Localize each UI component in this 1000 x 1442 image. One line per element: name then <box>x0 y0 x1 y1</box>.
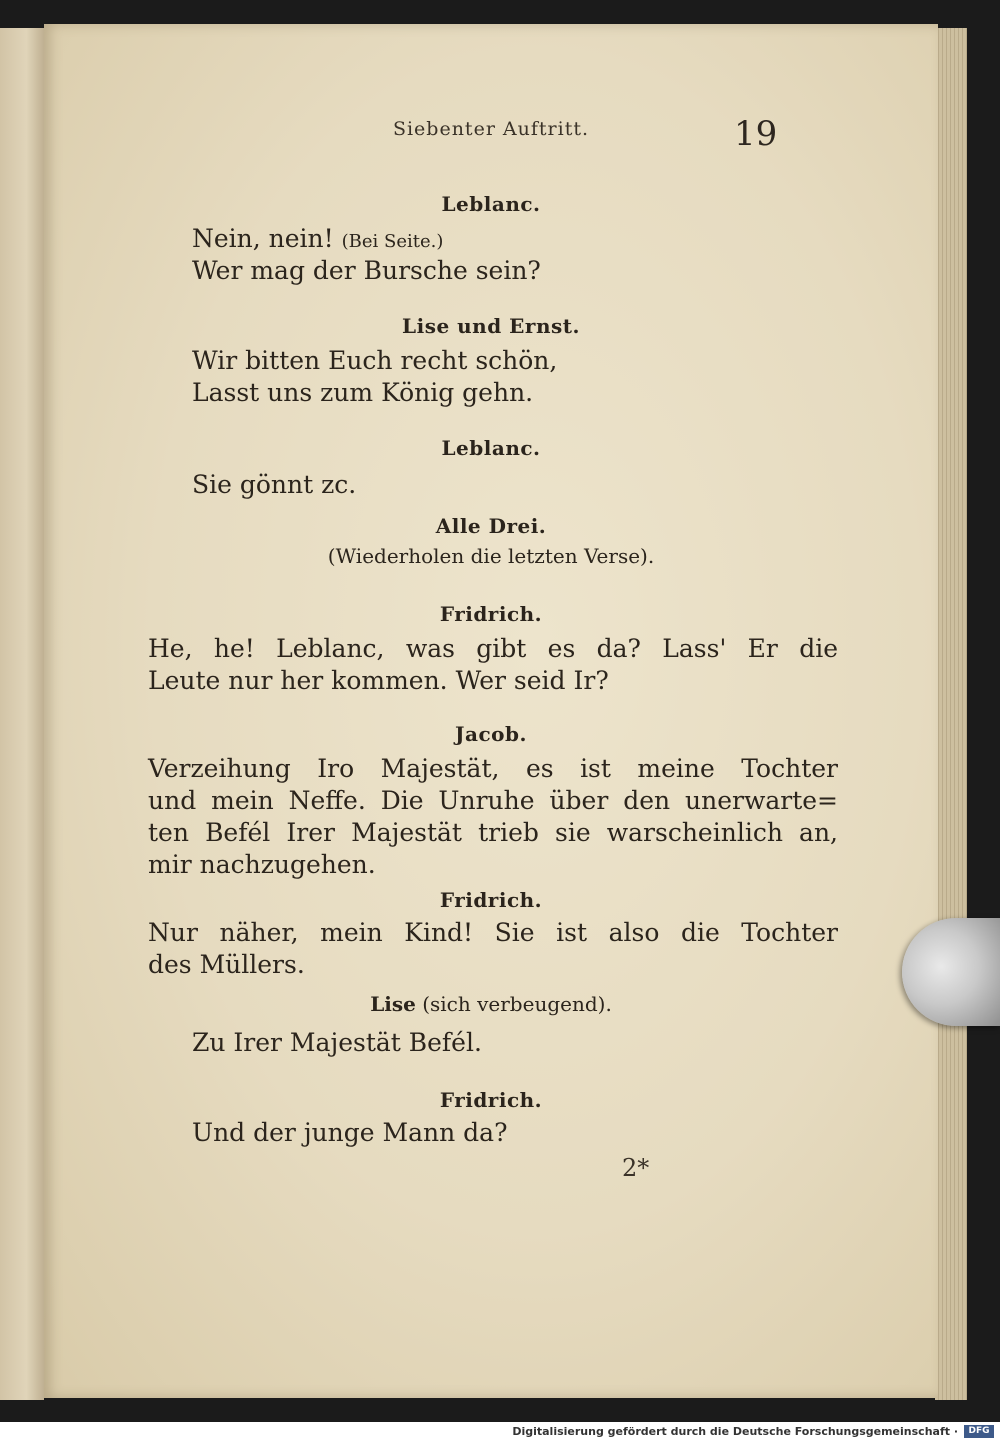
prose-line: He, he! Leblanc, was gibt es da? Lass' Er die <box>148 634 838 663</box>
verse-line: Sie gönnt zc. <box>192 470 357 499</box>
signature-mark: 2* <box>622 1154 650 1182</box>
prose-line: des Müllers. <box>148 950 305 979</box>
book-page <box>44 24 938 1398</box>
speaker-name: Fridrich. <box>439 888 543 912</box>
stage-direction: (Wiederholen die letzten Verse). <box>327 544 655 568</box>
footer-bar <box>0 1422 1000 1442</box>
stage-direction: (sich verbeugend). <box>422 992 612 1016</box>
speaker-name: Jacob. <box>455 722 527 746</box>
speaker-name: Lise <box>370 992 416 1016</box>
verse-line <box>192 224 443 253</box>
facing-page-edge <box>0 28 44 1400</box>
prose-line: Leute nur her kommen. Wer seid Ir? <box>148 666 609 695</box>
verse-line: Lasst uns zum König gehn. <box>192 378 534 407</box>
verse-line: Und der junge Mann da? <box>192 1118 508 1147</box>
running-head: Siebenter Auftritt. <box>392 118 590 140</box>
page-number: 19 <box>734 114 778 154</box>
prose-line: ten Befél Irer Majestät trieb sie warscheinlich an, <box>148 818 838 847</box>
stage-aside: (Bei Seite.) <box>341 231 444 252</box>
prose-line: Verzeihung Iro Majestät, es ist meine Tochter <box>148 754 838 783</box>
verse-text: Nein, nein! <box>192 224 334 253</box>
dfg-logo-icon: DFG <box>964 1425 994 1438</box>
speaker-name: Fridrich. <box>439 602 543 626</box>
verse-line: Wer mag der Bursche sein? <box>192 256 541 285</box>
speaker-name: Leblanc. <box>441 192 541 216</box>
page-edge-stack <box>935 28 967 1400</box>
page-clip <box>902 918 1000 1026</box>
prose-line: mir nachzugehen. <box>148 850 376 879</box>
prose-line: Nur näher, mein Kind! Sie ist also die Tochter <box>148 918 838 947</box>
speaker-name: Alle Drei. <box>435 514 547 538</box>
prose-line: und mein Neffe. Die Unruhe über den unerwarte= <box>148 786 838 815</box>
speaker-name: Lise und Ernst. <box>402 314 580 338</box>
speaker-name: Fridrich. <box>439 1088 543 1112</box>
speaker-name: Leblanc. <box>441 436 541 460</box>
funding-credit: Digitalisierung gefördert durch die Deutsche Forschungsgemeinschaft · <box>512 1425 958 1438</box>
verse-line: Zu Irer Majestät Befél. <box>192 1028 482 1057</box>
speaker-with-direction <box>44 992 938 1016</box>
verse-line: Wir bitten Euch recht schön, <box>192 346 558 375</box>
